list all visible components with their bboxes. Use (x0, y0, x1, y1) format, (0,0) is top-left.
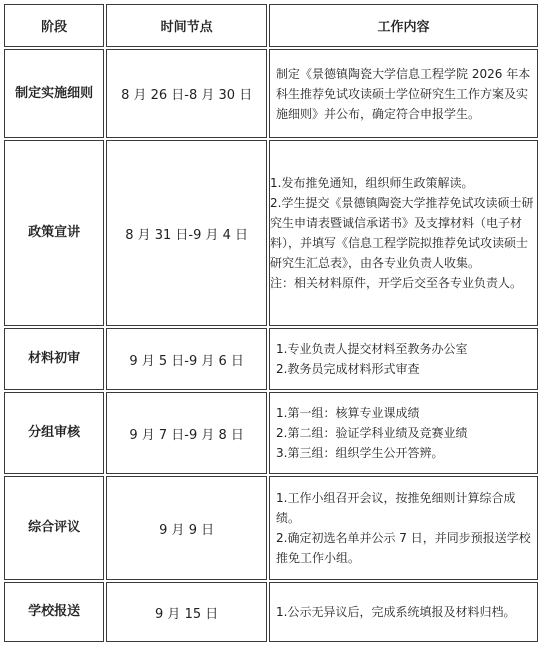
time-cell: 9 月 5 日-9 月 6 日 (106, 328, 267, 390)
time-cell: 8 月 31 日-9 月 4 日 (106, 140, 267, 326)
content-line: 制定《景德镇陶瓷大学信息工程学院 2026 年本科生推荐免试攻读硕士学位研究生工作方案及实施细则》并公布，确定符合申报学生。 (276, 66, 531, 121)
header-stage: 阶段 (4, 4, 104, 47)
time-cell: 8 月 26 日-8 月 30 日 (106, 49, 267, 138)
content-line: 1.专业负责人提交材料至教务办公室 (276, 342, 468, 356)
content-line: 1.发布推免通知，组织师生政策解读。 (270, 176, 474, 190)
table-row (4, 49, 538, 138)
content-cell (269, 328, 538, 390)
content-line: 1.第一组：核算专业课成绩 (276, 406, 420, 420)
header-content: 工作内容 (269, 4, 538, 47)
table-row (4, 140, 538, 326)
content-cell (269, 140, 538, 326)
table-row (4, 476, 538, 580)
content-line: 3.第三组：组织学生公开答辨。 (276, 446, 444, 460)
content-cell (269, 49, 538, 138)
stage-cell: 政策宣讲 (4, 140, 104, 326)
content-line: 2.确定初选名单并公示 7 日，并同步预报送学校推免工作小组。 (276, 531, 531, 565)
stage-cell: 学校报送 (4, 582, 104, 642)
table-row (4, 392, 538, 474)
content-line: 注：相关材料原件，开学后交至各专业负责人。 (270, 276, 523, 290)
stage-cell: 材料初审 (4, 328, 104, 390)
stage-cell: 制定实施细则 (4, 49, 104, 138)
header-row (4, 4, 538, 47)
content-cell (269, 392, 538, 474)
schedule-table (2, 2, 540, 644)
time-cell: 9 月 9 日 (106, 476, 267, 580)
content-line: 1.工作小组召开会议，按推免细则计算综合成绩。 (276, 491, 516, 525)
content-cell (269, 582, 538, 642)
table-row (4, 328, 538, 390)
stage-cell: 分组审核 (4, 392, 104, 474)
content-line: 2.学生提交《景德镇陶瓷大学推荐免试攻读硕士研究生申请表暨诚信承诺书》及支撑材料（电子材料），并填写《信息工程学院拟推荐免试攻读硕士研究生汇总表》，由各专业负责人收集。 (270, 196, 534, 270)
content-line: 2.教务员完成材料形式审查 (276, 362, 420, 376)
content-cell (269, 476, 538, 580)
content-line: 1.公示无异议后，完成系统填报及材料归档。 (276, 605, 516, 619)
header-time: 时间节点 (106, 4, 267, 47)
table-row (4, 582, 538, 642)
stage-cell: 综合评议 (4, 476, 104, 580)
time-cell: 9 月 15 日 (106, 582, 267, 642)
time-cell: 9 月 7 日-9 月 8 日 (106, 392, 267, 474)
content-line: 2.第二组：验证学科业绩及竞赛业绩 (276, 426, 468, 440)
